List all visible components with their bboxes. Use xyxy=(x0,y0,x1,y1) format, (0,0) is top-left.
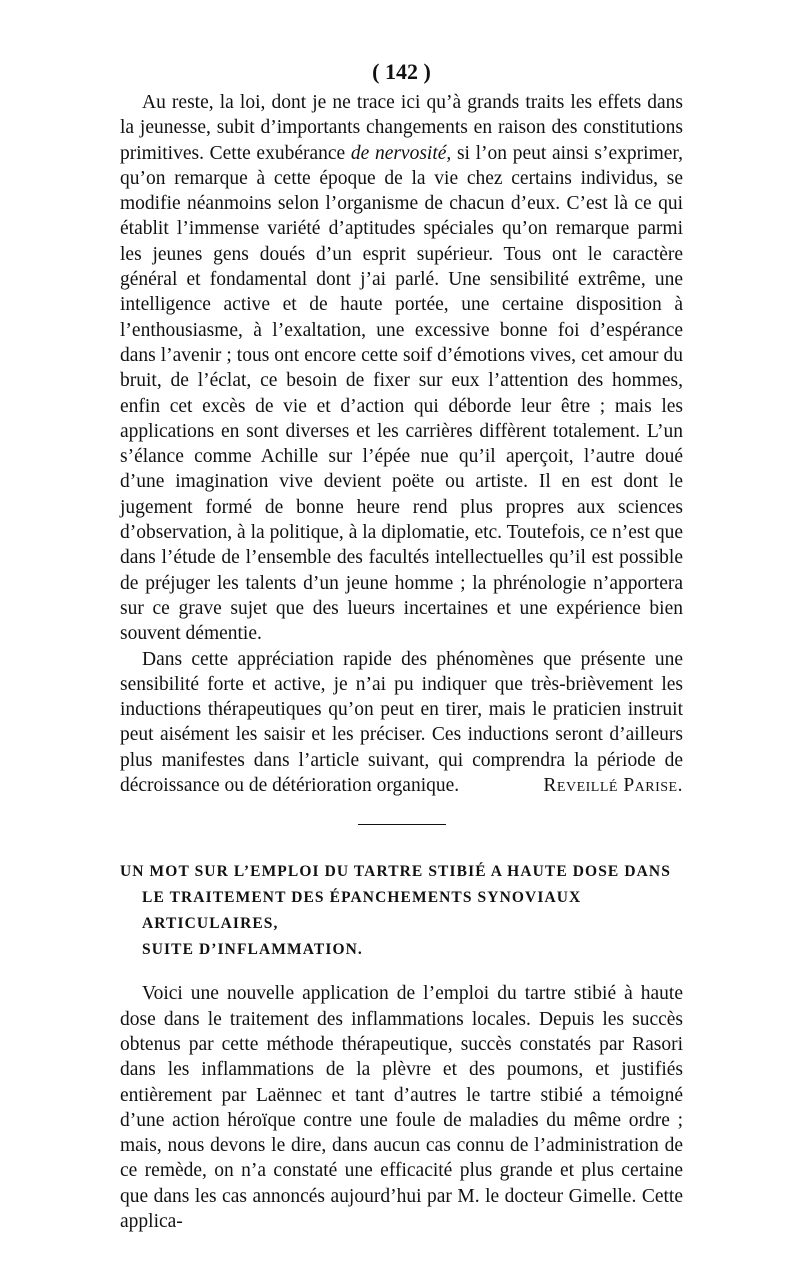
book-page xyxy=(120,58,683,1234)
article-title-line-2: LE TRAITEMENT DES ÉPANCHEMENTS SYNOVIAUX ARTICULAIRES, xyxy=(142,889,582,933)
paragraph-1-emphasis: de nervosité, xyxy=(350,142,452,164)
paragraph-tartar-emetic: Voici une nouvelle application de l’emploi du tartre stibié à haute dose dans le traitement des inflammations locales. Depuis les succès obtenus par cette méthode thérapeutique, succès constatés par Rasori dans les inflammations de la plèvre et des poumons, et justifiés entièrement par Laënnec et tant d’autres le tartre stibié a témoigné d’une action héroïque contre une foule de maladies du même ordre ; mais, nous devons le dire, dans aucun cas connu de l’administration de ce remède, on n’a constaté une efficacité plus grande et plus certaine que dans les cas annoncés aujourd’hui par M. le docteur Gimelle. Cette applica- xyxy=(120,983,683,1232)
paragraph-youth-nervosity xyxy=(120,90,683,647)
paragraph-2-text: Dans cette appréciation rapide des phénomènes que présente une sensibilité forte et active, je n’ai pu indiquer que très-brièvement les inductions thérapeutiques qu’on peut en tirer, mais le praticien instruit peut aisément les saisir et les préciser. Ces inductions seront d’ailleurs plus manifestes dans l’article suivant, qui comprendra la période de décroissance ou de détérioration organique. xyxy=(120,648,683,797)
article-title xyxy=(120,859,683,963)
paragraph-therapeutic-inductions xyxy=(120,647,683,799)
section-divider xyxy=(358,824,446,825)
paragraph-1-part-1: Au reste, la loi, dont je ne trace ici qu’à grands traits les effets dans la jeunesse, subit d’importants changements en raison des constitutions primitives. Cette exubérance xyxy=(120,92,683,164)
article-title-line-3: SUITE D’INFLAMMATION. xyxy=(142,941,363,959)
paragraph-1-part-2: si l’on peut ainsi s’exprimer, qu’on remarque à cette époque de la vie chez certains individus, se modifie néanmoins selon l’organisme de chacun d’eux. C’est là ce qui établit l’immense variété d’aptitudes spéciales qu’on remarque parmi les jeunes gens doués d’un esprit supérieur. Tous ont le caractère général et fondamental dont j’ai parlé. Une sensibilité extrême, une intelligence active et de haute portée, une certaine disposition à l’enthousiasme, à l’exaltation, une excessive bonne foi d’espérance dans l’avenir ; tous ont encore cette soif d’émotions vives, cet amour du bruit, de l’éclat, ce besoin de fixer sur eux l’attention des hommes, enfin cet excès de vie et d’action qui déborde leur être ; mais les applications en sont diverses et les carrières diffèrent totalement. L’un s’élance comme Achille sur l’épée nue qu’il aperçoit, l’autre doué d’une imagination vive devient poëte ou artiste. Il en est dont le jugement formé de bonne heure rend plus propres aux sciences d’observation, à la politique, à la diplomatie, etc. Toutefois, ce n’est que dans l’étude de l’ensemble des facultés intellectuelles qu’il est possible de préjuger les talents d’un jeune homme ; la phrénologie n’apportera sur ce grave sujet que des lueurs incertaines et une expérience bien souvent démentie. xyxy=(120,142,683,645)
article-title-line-1: UN MOT SUR L’EMPLOI DU TARTRE STIBIÉ A HAUTE DOSE DANS xyxy=(120,863,671,881)
page-number: ( 142 ) xyxy=(372,59,431,84)
author-signature: Reveillé Parise. xyxy=(543,775,683,797)
